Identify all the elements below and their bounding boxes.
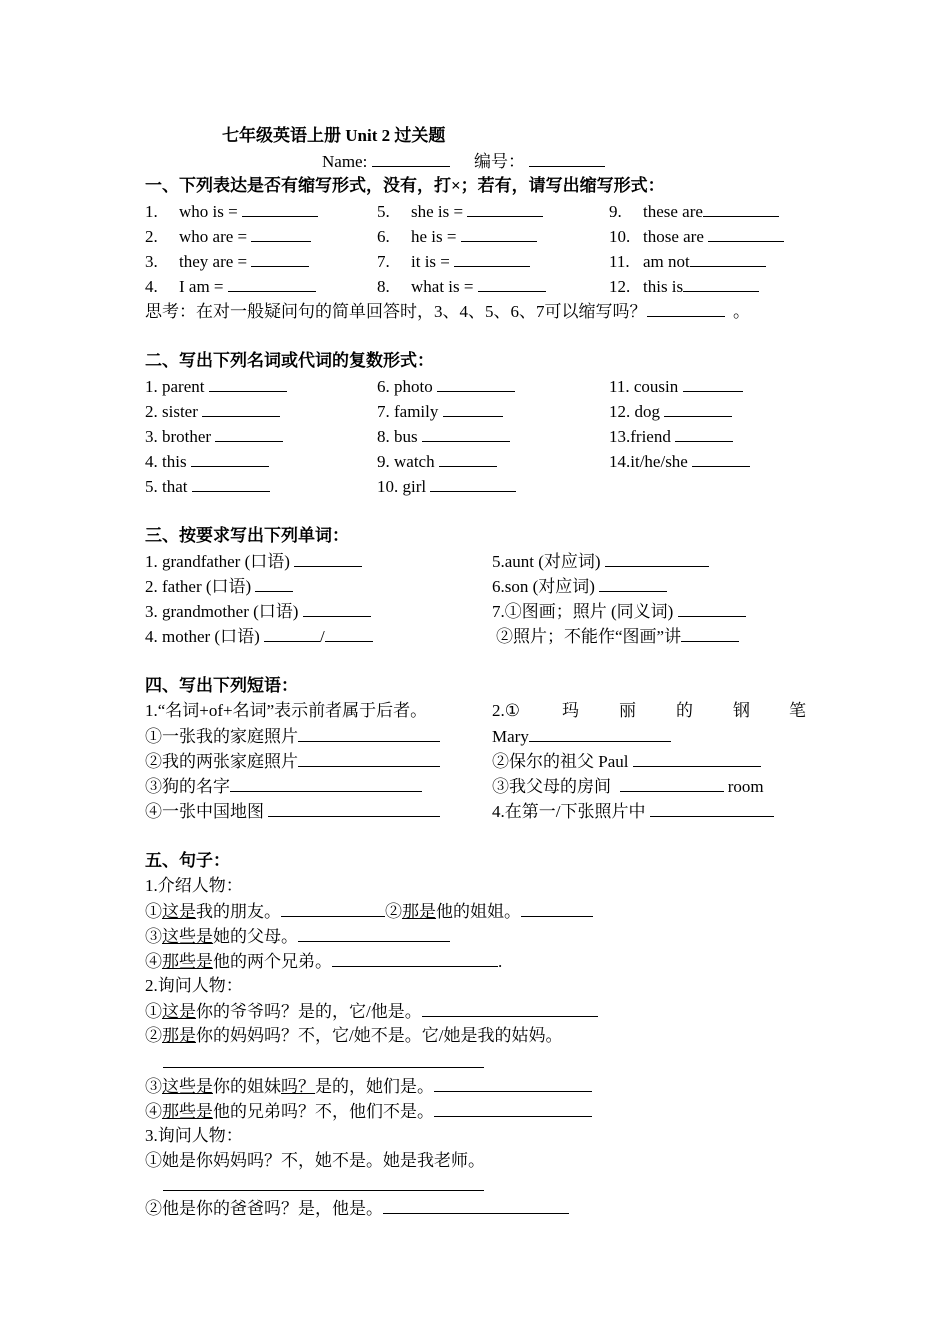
section3-heading: 三、按要求写出下列单词： bbox=[145, 526, 349, 545]
answer-blank[interactable] bbox=[191, 449, 269, 467]
answer-blank[interactable] bbox=[683, 374, 743, 392]
s3-item: 6.son (对应词) bbox=[492, 574, 667, 599]
s2-item: 10. girl bbox=[377, 474, 516, 499]
answer-blank[interactable] bbox=[599, 574, 667, 592]
s4-row bbox=[0, 799, 950, 823]
s1-row bbox=[0, 224, 950, 248]
answer-blank[interactable] bbox=[454, 249, 530, 267]
name-blank[interactable] bbox=[372, 149, 450, 167]
name-line bbox=[0, 149, 950, 173]
s5-sub-heading: 2.询问人物： bbox=[145, 976, 243, 995]
name-label: Name: bbox=[322, 149, 450, 174]
s4-item: ③狗的名字 bbox=[145, 774, 422, 799]
s1-item: 10. those are bbox=[609, 224, 784, 249]
s4-item: ①一张我的家庭照片 bbox=[145, 724, 440, 749]
s3-row bbox=[0, 549, 950, 573]
section4-heading: 四、写出下列短语： bbox=[145, 676, 298, 695]
s1-item: 11. am not bbox=[609, 249, 766, 274]
s4-left-title: 1.“名词+of+名词”表示前者属于后者。 bbox=[145, 701, 428, 720]
s4-item: Mary bbox=[492, 724, 671, 749]
s2-item: 12. dog bbox=[609, 399, 732, 424]
s5-sentence: ②那是你的妈妈吗？不，它/她不是。它/她是我的姑妈。 bbox=[145, 1026, 563, 1045]
s5-sub-heading: 3.询问人物： bbox=[145, 1126, 243, 1145]
id-blank[interactable] bbox=[529, 149, 605, 167]
s3-row bbox=[0, 574, 950, 598]
s1-think: 思考：在对一般疑问句的简单回答时，3、4、5、6、7可以缩写吗？ 。 bbox=[0, 299, 950, 323]
s4-row bbox=[0, 724, 950, 748]
answer-blank[interactable] bbox=[294, 549, 362, 567]
answer-blank[interactable] bbox=[678, 599, 746, 617]
s1-item: 2. who are = bbox=[145, 224, 311, 249]
s4-item: ②我的两张家庭照片 bbox=[145, 749, 440, 774]
s2-item: 5. that bbox=[145, 474, 270, 499]
s1-row bbox=[0, 199, 950, 223]
answer-blank[interactable] bbox=[303, 599, 371, 617]
answer-blank[interactable] bbox=[664, 399, 732, 417]
answer-blank[interactable] bbox=[325, 624, 373, 642]
answer-blank[interactable] bbox=[650, 799, 774, 817]
answer-blank[interactable] bbox=[529, 724, 671, 742]
s4-right-title-char: 丽 bbox=[619, 701, 636, 720]
s2-item: 2. sister bbox=[145, 399, 280, 424]
answer-blank[interactable] bbox=[690, 249, 766, 267]
s2-item: 1. parent bbox=[145, 374, 287, 399]
s2-item: 8. bus bbox=[377, 424, 510, 449]
s4-item: ②保尔的祖父 Paul bbox=[492, 749, 761, 774]
section1-heading: 一、下列表达是否有缩写形式，没有，打×；若有，请写出缩写形式： bbox=[145, 176, 665, 195]
answer-blank[interactable] bbox=[298, 924, 450, 942]
answer-blank[interactable] bbox=[209, 374, 287, 392]
s4-item: ④一张中国地图 bbox=[145, 799, 440, 824]
answer-line[interactable] bbox=[163, 1190, 484, 1191]
s5-sentence: ①这是我的朋友。 ②那是他的姐姐。 bbox=[0, 899, 950, 923]
s3-item: ②照片；不能作“图画”讲 bbox=[496, 624, 739, 649]
s3-row bbox=[0, 599, 950, 623]
answer-blank[interactable] bbox=[255, 574, 293, 592]
answer-blank[interactable] bbox=[264, 624, 320, 642]
answer-blank[interactable] bbox=[683, 274, 759, 292]
section2-heading: 二、写出下列名词或代词的复数形式： bbox=[145, 351, 434, 370]
s2-item: 4. this bbox=[145, 449, 269, 474]
answer-blank[interactable] bbox=[298, 749, 440, 767]
title-line bbox=[0, 124, 950, 148]
answer-blank[interactable] bbox=[647, 299, 725, 317]
s4-item: 4.在第一/下张照片中 bbox=[492, 799, 774, 824]
answer-blank[interactable] bbox=[242, 199, 318, 217]
s1-item: 12. this is bbox=[609, 274, 759, 299]
answer-blank[interactable] bbox=[332, 949, 498, 967]
answer-line[interactable] bbox=[163, 1067, 484, 1068]
answer-blank[interactable] bbox=[467, 199, 543, 217]
answer-blank[interactable] bbox=[192, 474, 270, 492]
s4-right-title-char: 钢 bbox=[733, 701, 750, 720]
s5-sentence: ②他是你的爸爸吗？是，他是。 bbox=[0, 1196, 950, 1220]
s2-row bbox=[0, 424, 950, 448]
s4-right-title-char: 2.① bbox=[492, 701, 520, 720]
s5-sentence: ③这些是她的父母。 bbox=[0, 924, 950, 948]
answer-blank[interactable] bbox=[251, 249, 309, 267]
s2-row bbox=[0, 374, 950, 398]
answer-blank[interactable] bbox=[298, 724, 440, 742]
answer-blank[interactable] bbox=[228, 274, 316, 292]
answer-blank[interactable] bbox=[461, 224, 537, 242]
s3-row bbox=[0, 624, 950, 648]
answer-blank[interactable] bbox=[439, 449, 497, 467]
s1-item: 3. they are = bbox=[145, 249, 309, 274]
s1-item: 8. what is = bbox=[377, 274, 546, 299]
s2-row bbox=[0, 399, 950, 423]
s1-item: 5. she is = bbox=[377, 199, 543, 224]
s2-item: 11. cousin bbox=[609, 374, 743, 399]
answer-blank[interactable] bbox=[215, 424, 283, 442]
s2-row bbox=[0, 474, 950, 498]
s4-right-title-char: 玛 bbox=[562, 701, 579, 720]
answer-blank[interactable] bbox=[422, 424, 510, 442]
s4-right-title-char: 笔 bbox=[789, 701, 806, 720]
s1-item: 4. I am = bbox=[145, 274, 316, 299]
s1-row bbox=[0, 249, 950, 273]
s2-item: 9. watch bbox=[377, 449, 497, 474]
s3-item: 3. grandmother (口语) bbox=[145, 599, 371, 624]
s1-item: 1. who is = bbox=[145, 199, 318, 224]
answer-blank[interactable] bbox=[434, 1074, 592, 1092]
answer-blank[interactable] bbox=[620, 774, 724, 792]
s3-item: 4. mother (口语) / bbox=[145, 624, 373, 649]
s4-right-title-char: 的 bbox=[676, 701, 693, 720]
s5-sentence: ①她是你妈妈吗？不，她不是。她是我老师。 bbox=[145, 1151, 485, 1170]
s4-row bbox=[0, 774, 950, 798]
s2-item: 13.friend bbox=[609, 424, 733, 449]
s4-row bbox=[0, 699, 950, 723]
answer-blank[interactable] bbox=[692, 449, 750, 467]
answer-blank[interactable] bbox=[281, 899, 385, 917]
answer-blank[interactable] bbox=[430, 474, 516, 492]
s5-sentence: ①这是你的爷爷吗？是的，它/他是。 bbox=[0, 999, 950, 1023]
answer-blank[interactable] bbox=[478, 274, 546, 292]
s1-row bbox=[0, 274, 950, 298]
answer-blank[interactable] bbox=[251, 224, 311, 242]
page-title: 七年级英语上册 Unit 2 过关题 bbox=[222, 126, 446, 145]
answer-blank[interactable] bbox=[202, 399, 280, 417]
s1-item: 9. these are bbox=[609, 199, 779, 224]
s2-item: 14.it/he/she bbox=[609, 449, 750, 474]
answer-blank[interactable] bbox=[681, 624, 739, 642]
answer-blank[interactable] bbox=[437, 374, 515, 392]
s3-item: 7.①图画；照片 (同义词) bbox=[492, 599, 746, 624]
answer-blank[interactable] bbox=[422, 999, 598, 1017]
answer-blank[interactable] bbox=[708, 224, 784, 242]
answer-blank[interactable] bbox=[633, 749, 761, 767]
answer-blank[interactable] bbox=[443, 399, 503, 417]
id-label: 编号： bbox=[474, 149, 605, 174]
answer-blank[interactable] bbox=[675, 424, 733, 442]
s3-item: 2. father (口语) bbox=[145, 574, 293, 599]
answer-blank[interactable] bbox=[268, 799, 440, 817]
s5-sentence: ④那些是他的两个兄弟。 . bbox=[0, 949, 950, 973]
s5-sentence: ④那些是他的兄弟吗？不，他们不是。 bbox=[0, 1099, 950, 1123]
answer-blank[interactable] bbox=[230, 774, 422, 792]
s5-sentence: ③这些是你的姐妹吗？是的，她们是。 bbox=[0, 1074, 950, 1098]
s2-item: 7. family bbox=[377, 399, 503, 424]
s2-item: 6. photo bbox=[377, 374, 515, 399]
s4-row bbox=[0, 749, 950, 773]
s5-sub-heading: 1.介绍人物： bbox=[145, 876, 243, 895]
answer-blank[interactable] bbox=[383, 1196, 569, 1214]
s2-item: 3. brother bbox=[145, 424, 283, 449]
answer-blank[interactable] bbox=[703, 199, 779, 217]
s2-row bbox=[0, 449, 950, 473]
s1-item: 6. he is = bbox=[377, 224, 537, 249]
answer-blank[interactable] bbox=[434, 1099, 592, 1117]
section5-heading: 五、句子： bbox=[145, 851, 230, 870]
s4-item: ③我父母的房间 room bbox=[492, 774, 764, 799]
s3-item: 1. grandfather (口语) bbox=[145, 549, 362, 574]
answer-blank[interactable] bbox=[605, 549, 709, 567]
s1-item: 7. it is = bbox=[377, 249, 530, 274]
s3-item: 5.aunt (对应词) bbox=[492, 549, 709, 574]
answer-blank[interactable] bbox=[521, 899, 593, 917]
